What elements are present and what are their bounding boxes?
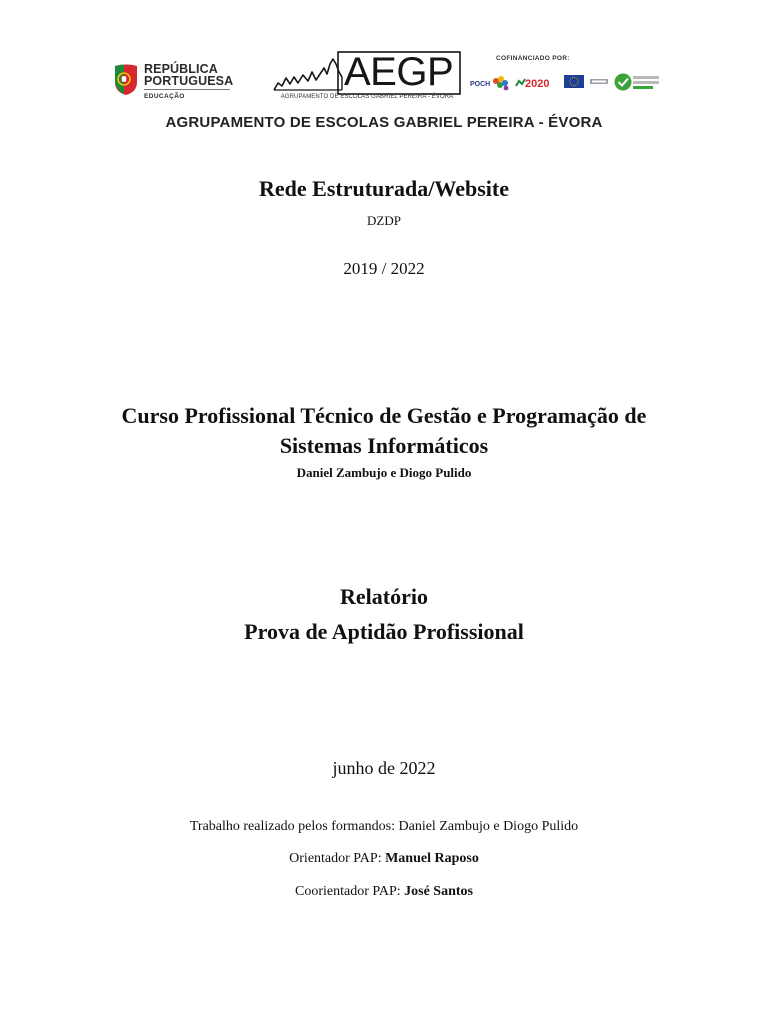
republica-portuguesa-logo <box>113 60 233 108</box>
coadvisor-label: Coorientador PAP: <box>294 884 401 899</box>
school-years: 2019 / 2022 <box>343 259 425 278</box>
report-label: Relatório <box>340 584 428 609</box>
course-name-line1: Curso Profissional Técnico de Gestão e Programação de <box>121 403 647 428</box>
eu-flag-icon <box>564 75 584 88</box>
svg-text:2020: 2020 <box>525 78 550 90</box>
course-name-line2: Sistemas Informáticos <box>279 433 489 458</box>
republic-line2: PORTUGUESA <box>144 74 234 88</box>
document-code: DZDP <box>367 213 401 228</box>
document-date: junho de 2022 <box>332 758 436 778</box>
document-title: Rede Estruturada/Website <box>259 176 509 201</box>
eqavet-seal-icon <box>615 74 660 91</box>
work-credit: Trabalho realizado pelos formandos: Daniel Zambujo e Diogo Pulido <box>189 819 579 834</box>
cofinance-label: COFINANCIADO POR: <box>496 55 570 62</box>
aegp-logo <box>272 50 462 106</box>
report-subtitle: Prova de Aptidão Profissional <box>244 619 524 644</box>
cofinance-logos <box>462 55 662 95</box>
coadvisor-credit <box>0 884 768 900</box>
authors: Daniel Zambujo e Diogo Pulido <box>296 465 472 480</box>
republic-divider <box>144 89 230 90</box>
funding-logos-strip <box>470 71 662 93</box>
portuguese-flag-emblem-icon <box>113 62 139 96</box>
fse-logo-icon <box>590 79 608 84</box>
aegp-acronym: AEGP <box>344 50 454 94</box>
course-name <box>0 401 768 461</box>
education-label: EDUCAÇÃO <box>144 93 185 100</box>
svg-text:POCH: POCH <box>470 81 491 88</box>
aegp-full-name: AGRUPAMENTO DE ESCOLAS GABRIEL PEREIRA - ÉVORA <box>280 94 454 100</box>
advisor-name: Manuel Raposo <box>385 851 479 866</box>
coadvisor-name: José Santos <box>404 884 473 899</box>
advisor-label: Orientador PAP: <box>289 851 382 866</box>
portugal-2020-logo-icon <box>516 78 549 90</box>
republic-name <box>144 63 233 87</box>
poch-logo-icon <box>470 76 508 90</box>
republic-line1: REPÚBLICA <box>144 62 218 76</box>
advisor-credit <box>0 851 768 867</box>
school-name: AGRUPAMENTO DE ESCOLAS GABRIEL PEREIRA - ÉVORA <box>165 114 603 131</box>
